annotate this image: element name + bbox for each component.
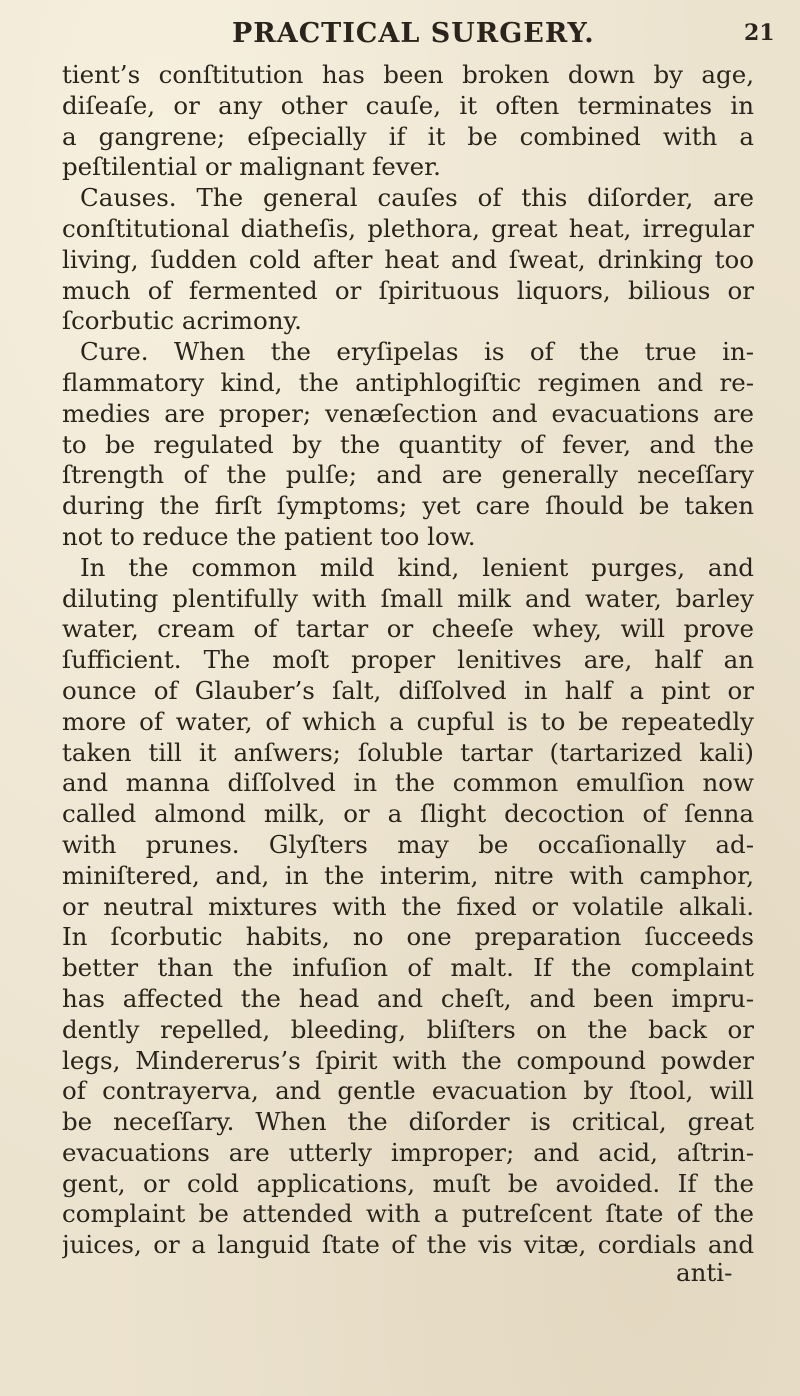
text-line: during the firſt ſymptoms; yet care ſhould be taken: [62, 491, 754, 521]
text-line: better than the infuſion of malt. If the complaint: [62, 953, 754, 983]
text-line: peſtilential or malignant fever.: [62, 152, 441, 182]
text-line: legs, Mindererus’s ſpirit with the compound powder: [62, 1045, 754, 1075]
text-line: medies are proper; venæſection and evacuations are: [62, 398, 754, 428]
text-line: juices, or a languid ſtate of the vis vitæ, cordials and: [62, 1230, 754, 1260]
text-line: called almond milk, or a ſlight decoction of ſenna: [62, 799, 754, 829]
catchword: anti-: [676, 1258, 733, 1287]
text-line: dently repelled, bleeding, bliſters on the back or: [62, 1014, 754, 1044]
text-line: Causes. The general cauſes of this diſorder, are: [80, 183, 754, 213]
text-line: water, cream of tartar or cheeſe whey, will prove: [62, 614, 754, 644]
text-line: be neceſſary. When the diſorder is critical, great: [62, 1107, 754, 1137]
text-line: In the common mild kind, lenient purges, and: [80, 552, 754, 582]
text-line: gent, or cold applications, muſt be avoided. If the: [62, 1168, 754, 1198]
text-line: with prunes. Glyſters may be occaſionally ad-: [62, 829, 754, 859]
text-line: to be regulated by the quantity of fever, and the: [62, 429, 754, 459]
text-line: Cure. When the eryſipelas is of the true in-: [80, 337, 754, 367]
text-line: more of water, of which a cupful is to be repeatedly: [62, 706, 754, 736]
text-line: complaint be attended with a putreſcent ſtate of the: [62, 1199, 754, 1229]
text-line: much of fermented or ſpirituous liquors, bilious or: [62, 275, 754, 305]
text-line: ſufficient. The moſt proper lenitives are, half an: [62, 645, 754, 675]
body-text: [62, 60, 754, 1261]
text-line: evacuations are utterly improper; and acid, aſtrin-: [62, 1137, 754, 1167]
text-line: or neutral mixtures with the fixed or volatile alkali.: [62, 891, 754, 921]
text-line: tient’s conſtitution has been broken down by age,: [62, 60, 754, 89]
text-line: ſcorbutic acrimony.: [62, 306, 302, 336]
running-title: PRACTICAL SURGERY.: [232, 18, 595, 49]
text-line: miniſtered, and, in the interim, nitre with camphor,: [62, 860, 754, 890]
text-line: taken till it anſwers; ſoluble tartar (tartarized kali): [62, 737, 754, 767]
text-line: flammatory kind, the antiphlogiſtic regimen and re-: [62, 367, 754, 397]
text-line: ſtrength of the pulſe; and are generally neceſſary: [62, 460, 754, 490]
text-line: diluting plentifully with ſmall milk and water, barley: [62, 583, 754, 613]
text-line: In ſcorbutic habits, no one preparation ſucceeds: [62, 922, 754, 952]
text-line: of contrayerva, and gentle evacuation by ſtool, will: [62, 1076, 754, 1106]
text-line: conſtitutional diatheſis, plethora, great heat, irregular: [62, 213, 754, 243]
text-line: a gangrene; eſpecially if it be combined with a: [62, 121, 754, 151]
text-line: has affected the head and cheſt, and been impru-: [62, 983, 754, 1013]
page-number: 21: [744, 20, 775, 46]
running-head: [0, 14, 800, 54]
text-line: diſeaſe, or any other cauſe, it often terminates in: [62, 90, 754, 120]
text-line: not to reduce the patient too low.: [62, 521, 476, 551]
text-line: ounce of Glauber’s ſalt, diſſolved in half a pint or: [62, 675, 754, 705]
text-line: living, ſudden cold after heat and ſweat, drinking too: [62, 244, 754, 274]
text-line: and manna diſſolved in the common emulſion now: [62, 768, 754, 798]
